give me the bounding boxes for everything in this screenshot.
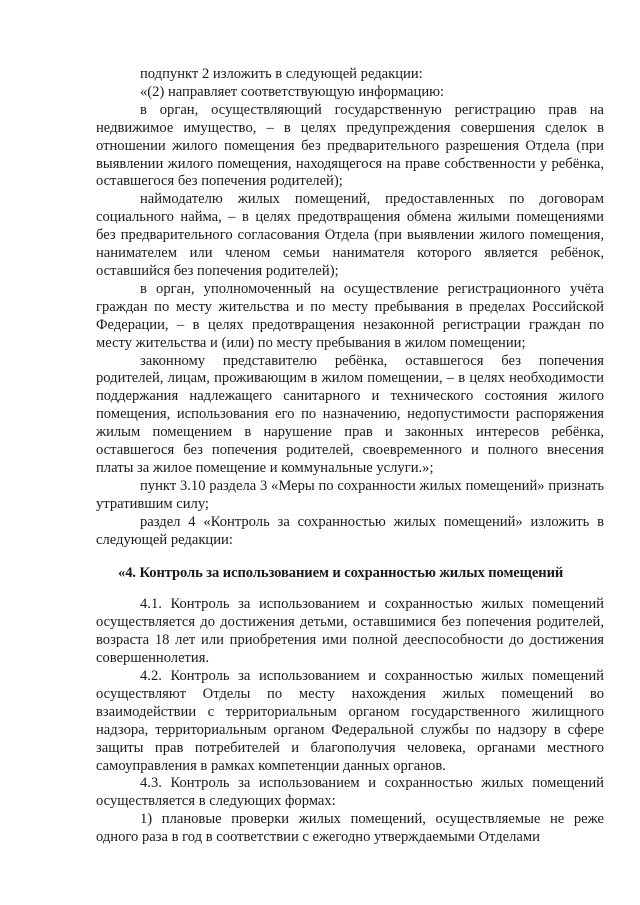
paragraph: 4.1. Контроль за использованием и сохранностью жилых помещений осуществляется до достижения детьми, оставшимися без попечения родителей, возраста 18 лет или приобретения ими полной дееспособности до достижения совершеннолетия.: [96, 596, 604, 667]
paragraph: 1) плановые проверки жилых помещений, осуществляемые не реже одного раза в год в соответствии с ежегодно утверждаемыми Отделами: [96, 811, 604, 846]
paragraph: в орган, уполномоченный на осуществление регистрационного учёта граждан по месту жительства и по месту пребывания в пределах Российской Федерации, – в целях предотвращения незаконной регистрации граждан по месту жительства и (или) по месту пребывания в жилом помещении;: [96, 280, 604, 351]
paragraph: «(2) направляет соответствующую информацию:: [140, 83, 445, 100]
paragraph: подпункт 2 изложить в следующей редакции:: [140, 66, 423, 82]
section-heading: «4. Контроль за использованием и сохранностью жилых помещений: [118, 565, 564, 582]
paragraph: 4.2. Контроль за использованием и сохранностью жилых помещений осуществляют Отделы по месту нахождения жилых помещений во взаимодействии с территориальным органом государственного жилищного надзора, территориальным органом Федеральной службы по надзору в сфере защиты прав потребителей и благополучия человека, органами местного самоуправления в рамках компетенции данных органов.: [96, 668, 604, 774]
paragraph: наймодателю жилых помещений, предоставленных по договорам социального найма, – в целях предотвращения обмена жилыми помещениями без предварительного согласования Отдела (при выявлении жилого помещения, нанимателем или членом семьи нанимателя которого является ребёнок, оставшийся без попечения родителей);: [96, 191, 604, 279]
paragraph: пункт 3.10 раздела 3 «Меры по сохранности жилых помещений» признать утратившим силу;: [96, 477, 604, 512]
document-body: [96, 66, 604, 847]
paragraph: раздел 4 «Контроль за сохранностью жилых помещений» изложить в следующей редакции:: [96, 513, 604, 548]
paragraph: в орган, осуществляющий государственную регистрацию прав на недвижимое имущество, – в целях предупреждения совершения сделок в отношении жилого помещения без предварительного разрешения Отдела (при выявлении жилого помещения, находящегося на праве собственности у ребёнка, оставшегося без попечения родителей);: [96, 101, 604, 190]
paragraph: законному представителю ребёнка, оставшегося без попечения родителей, лицам, проживающим в жилом помещении, – в целях необходимости поддержания надлежащего санитарного и технического состояния жилого помещения, использования его по назначению, недопустимости распоряжения жилым помещением в нарушение прав и законных интересов ребёнка, оставшегося без попечения родителей, своевременного и полного внесения платы за жилое помещение и коммунальные услуги.»;: [96, 352, 604, 476]
paragraph: 4.3. Контроль за использованием и сохранностью жилых помещений осуществляется в следующих формах:: [96, 775, 604, 810]
